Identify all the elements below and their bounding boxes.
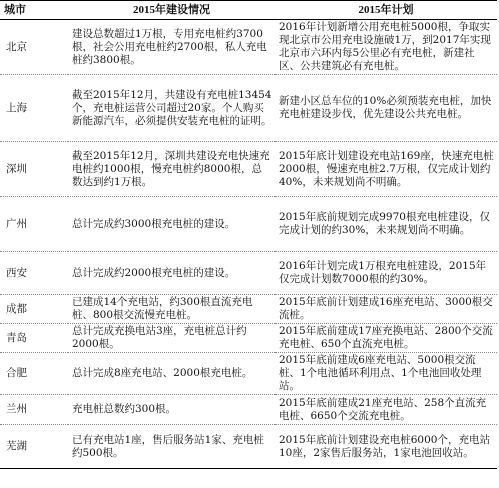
construction-cell: 充电桩总数约300根。 (68, 395, 275, 425)
construction-cell: 已有充电站1座，售后服务站1家、充电桩约500根。 (68, 425, 275, 469)
plan-cell: 2015年底前规划完成9970根充电桩建设，仅完成计划的约30%，未来规划尚不明确。 (275, 197, 497, 252)
table-header-row (0, 1, 497, 20)
header-construction-2015: 2015年建设情况 (68, 1, 275, 20)
city-cell: 深圳 (0, 142, 68, 197)
construction-cell: 总计完成8座充电站、2000根充电桩。 (68, 353, 275, 395)
city-cell: 青岛 (0, 324, 68, 353)
plan-cell: 2015年底计划建设充电站169座，快速充电桩2000根，慢速充电桩2.7万根，仅完成计划约40%，未来规划尚不明确。 (275, 142, 497, 197)
header-city: 城市 (0, 1, 68, 20)
construction-cell: 建设总数超过1万根，专用充电桩约3700根，社会公用充电桩约2700根，私人充电桩约3800根。 (68, 20, 275, 75)
table-row (0, 324, 497, 353)
city-cell: 成都 (0, 295, 68, 324)
construction-cell: 截至2015年12月，共建设有充电桩13454个，充电桩运营公司超过20家。个人购买新能源汽车，必须提供安装充电桩的证明。 (68, 75, 275, 142)
table-row (0, 142, 497, 197)
plan-cell: 2015年底前建成21座充电站、258个直流充电桩、6650个交流充电桩。 (275, 395, 497, 425)
city-cell: 兰州 (0, 395, 68, 425)
plan-cell: 2015年底前建成6座充电站、5000根交流桩、1个电池循环利用点、1个电池回收处理站。 (275, 353, 497, 395)
city-cell: 西安 (0, 252, 68, 295)
city-cell: 北京 (0, 20, 68, 75)
table-row (0, 425, 497, 469)
plan-cell: 2015年底前建成17座充换电站、2800个交流充电桩、650个直流充电桩。 (275, 324, 497, 353)
city-cell: 合肥 (0, 353, 68, 395)
plan-cell: 2015年底前计划建成16座充电站、3000根交流桩。 (275, 295, 497, 324)
table-row (0, 353, 497, 395)
city-cell: 芜湖 (0, 425, 68, 469)
header-plan-2015: 2015年计划 (275, 1, 497, 20)
plan-cell: 2016年计划完成1万根充电桩建设，2015年仅完成计划数7000根的约30%。 (275, 252, 497, 295)
construction-cell: 截至2015年12月，深圳共建设充电快速充电桩约1000根，慢充电桩约8000根，总数达到约1万根。 (68, 142, 275, 197)
construction-cell: 总计完成充换电站3座，充电桩总计约2000根。 (68, 324, 275, 353)
city-cell: 上海 (0, 75, 68, 142)
table-row (0, 295, 497, 324)
table-row (0, 20, 497, 75)
table-row (0, 395, 497, 425)
construction-cell: 总计完成约2000根充电桩的建设。 (68, 252, 275, 295)
table-row (0, 197, 497, 252)
plan-cell: 2015年底前计划建设充电桩6000个，充电站10座，2家售后服务站，1家电池回收站。 (275, 425, 497, 469)
construction-cell: 已建成14个充电站，约300根直流充电桩、800根交流慢充电桩。 (68, 295, 275, 324)
city-cell: 广州 (0, 197, 68, 252)
table-row (0, 75, 497, 142)
plan-cell: 2016年计划新增公用充电桩5000根，争取实现北京市公用充电设施破1万，到2017年实现北京市六环内每5公里必有充电桩，新建社区、公共建筑必有充电桩。 (275, 20, 497, 75)
plan-cell: 新建小区总车位的10%必须预装充电桩，加快充电桩建设步伐，优先建设公共充电桩。 (275, 75, 497, 142)
table-row (0, 252, 497, 295)
construction-cell: 总计完成约3000根充电桩的建设。 (68, 197, 275, 252)
